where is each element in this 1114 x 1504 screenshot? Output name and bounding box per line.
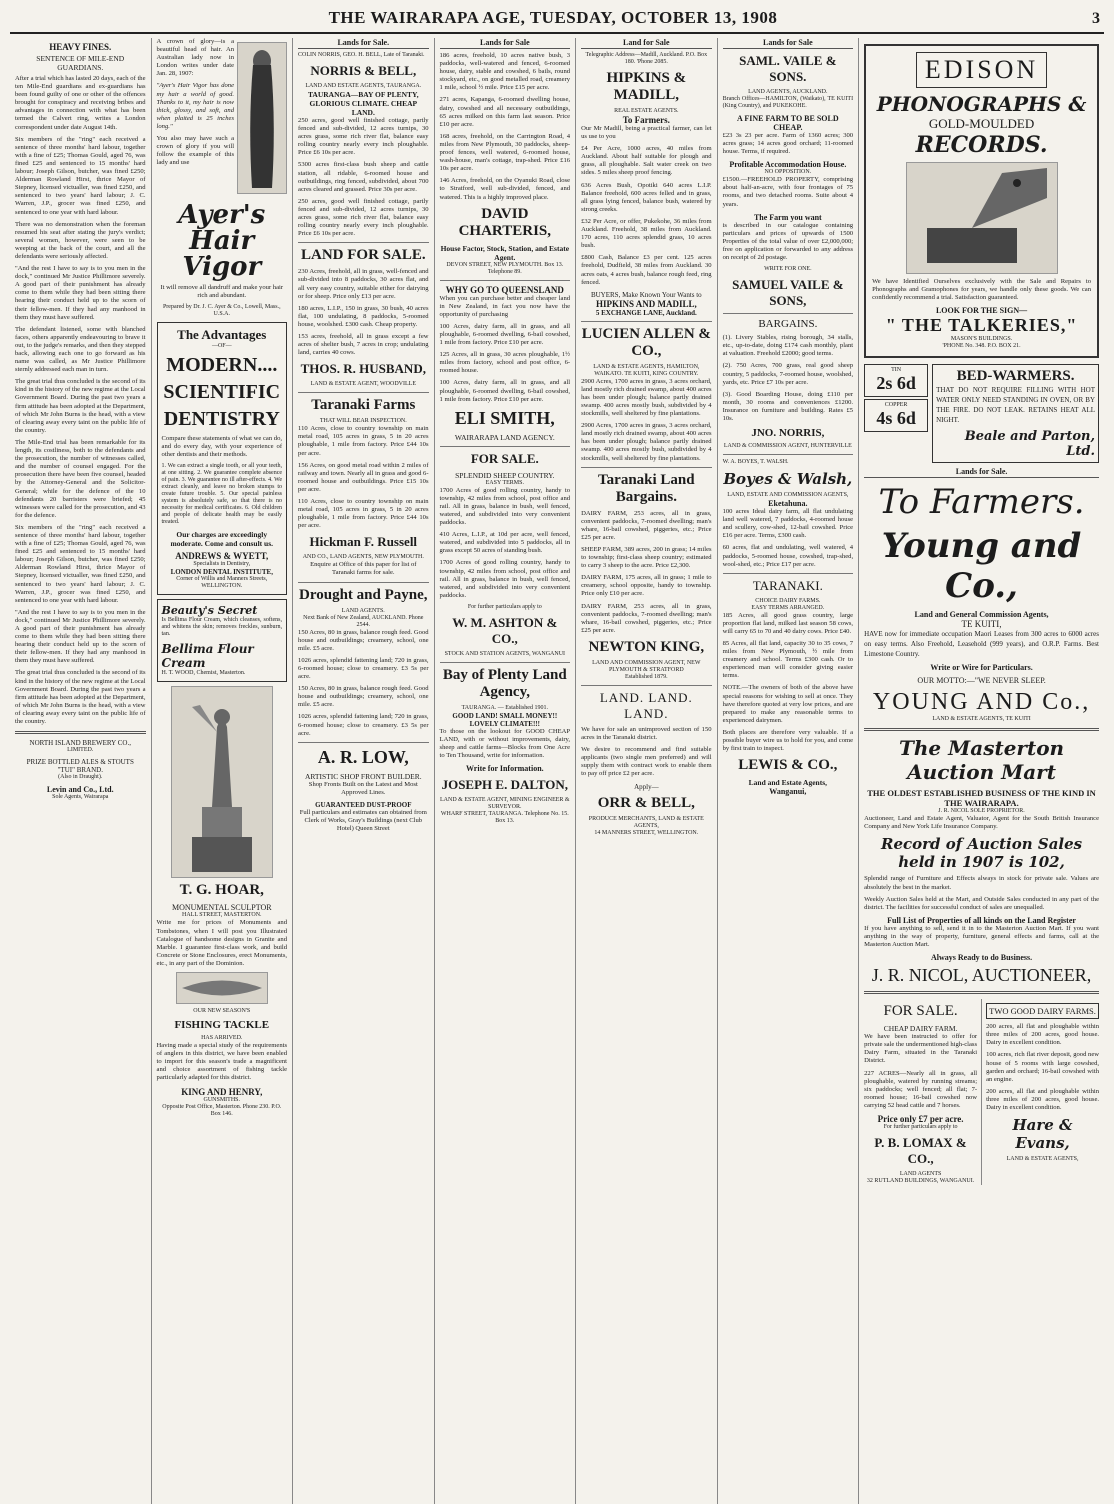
tin-price: 2s 6d [876, 373, 916, 394]
dentistry-body: Compare these statements of what we can do, and do every day, with your experience of other dentists and their methods. [161, 435, 283, 459]
samuel-vaile: SAMUEL VAILE & SONS, [732, 277, 844, 309]
advantages-of: —OF— [211, 343, 232, 350]
listing: 168 acres, freehold, on the Carrington Road, 4 miles from New Plymouth, 30 paddocks, sheep-proof fences, well watered, 6-roomed house, wash-house, man's cottage, trap-shed. Price £16 10s per acre. [439, 132, 571, 173]
listing: 271 acres, Kapanga, 6-roomed dwelling house, dairy, cowshed and all necessary outbuildings, 65 acres milked on this farm last season. Price £10 per acre. [439, 96, 571, 128]
young-co: Young and Co., [881, 526, 1082, 607]
both-places: Both places are therefore very valuable. If a possible buyer wire us to hold for you, and come by first train to inspect. [722, 728, 854, 753]
hoar-name: T. G. HOAR, [179, 882, 264, 899]
orr-sub: PRODUCE MERCHANTS, LAND & ESTATE AGENTS, [588, 815, 704, 829]
article-paragraph: "And the rest I have to say is to you men in the dock," continued Mr Justice Phillimore severely. A good part of their punishment has already come to them while they had been sitting there hearing their conduct held up to the scorn of their fellow-men. If they had any manhood in them they must have suffered. [15, 608, 146, 665]
easy-terms: EASY TERMS. [485, 479, 524, 486]
listing: 1026 acres, splendid fattening land; 720 in grass, 6-roomed house; close to creamery. £3 5s per acre. [298, 656, 429, 681]
dentistry-ad [157, 322, 288, 595]
further-particulars: For further particulars apply to [883, 1123, 958, 1130]
listing: £23 3s 23 per acre. Farm of 1360 acres; 300 acres grass; 14 acres good orchard; 11-roomed house. Terms, if required. [722, 132, 854, 156]
listing: 110 Acres, close to country township on main metal road, 105 acres in grass, 5 in 20 acres ploughable, 1 mile from factory. Price £44 10s per acre. [298, 425, 429, 457]
hare-evans: Hare & Evans, [1012, 1116, 1073, 1153]
article-paragraph: There was no demonstration when the foreman resumed his seat after stating the jury's verdict; several women, however, were seen to be weeping at the back of the court, and all the defendants were seriously affected. [15, 220, 146, 260]
column-6 [718, 38, 860, 1504]
for-sale-heading: FOR SALE. [883, 1003, 958, 1020]
listing: 2900 Acres, 1700 acres in grass, 3 acres orchard, land mostly rich drained swamp, about 400 acres has been under plough; balance partly drained swamp. 400 acres mostly bush, subdivided by 4 stockmills, well sheltered by fine plantations. [581, 422, 712, 462]
bay-body: To those on the lookout for GOOD CHEAP LAND, with or without improvements, dairy, sheep and cattle farms—Blocks from One Acre to Ten Thousand, write for information. [439, 727, 571, 760]
hipkins-name: HIPKINS & MADILL, [606, 70, 687, 103]
scientific-word: SCIENTIFIC [163, 381, 281, 404]
bellima-ad [157, 599, 288, 682]
young-sub: Land and General Commission Agents, [914, 610, 1049, 620]
dalton-address: WHARF STREET, TAURANGA. Telephone No. 15. Box 13. [440, 811, 569, 825]
listing: 150 Acres, 80 in grass, balance rough feed. Good house and outbuildings; creamery, school, one mile. £5 acre. [298, 628, 429, 652]
listing: (3). Good Boarding House, doing £110 per month, 30 rooms and conveniences £1200. Insurance on furniture and building. Rates £5 10s. [722, 390, 854, 422]
listing: £800 Cash, Balance £3 per cent. 125 acres freehold, Dudfield, 38 miles from Auckland. 30 acres oats, 4 acres bush, balance rough feed, ring fenced. [581, 254, 712, 286]
listing: 156 Acres, on good metal road within 2 miles of railway and town. Nearly all in grass and good 6-roomed house and outbuildings. Price £15 10s per acre. [298, 461, 429, 493]
two-dairy-farms-ad [986, 1003, 1099, 1019]
brewery-limited: LIMITED. [67, 747, 94, 754]
orr-bell: ORR & BELL, [597, 794, 695, 811]
london-institute: LONDON DENTAL INSTITUTE, [170, 568, 273, 577]
eli-smith: ELI SMITH, [454, 407, 555, 428]
vaile-sub: LAND AGENTS, AUCKLAND. [748, 89, 828, 95]
charteris-address: DEVON STREET, NEW PLYMOUTH. Box 13. Telephone 89. [446, 261, 564, 275]
taranaki-sub: THAT WILL BEAR INSPECTION. [319, 418, 407, 425]
masons-buildings: MASON'S BUILDINGS. [950, 336, 1013, 343]
lewis-co: LEWIS & CO., [738, 757, 838, 774]
article-paragraph: Six members of the "ring" each received a sentence of three months' hard labour, together with a fine of £25; Thomas Gould, aged 76, was fined £25 and sentenced to 15 months' hard labour; Joseph Gilson, butcher, was fined £250; Alderman Rowland Hirst, thrice Mayor of Stepney, licensed victualler, was fined £250, and sentenced to two years' hard labour; J. C. Warren, J.P., grocer was fined £250, and sentenced to one year with hard labour. [15, 523, 146, 604]
listing: (1). Livery Stables, rising borough, 34 stalls, etc., up-to-date, doing £174 cash monthly, plant at valuation. Freehold £2000; good terms. [722, 334, 854, 358]
norris-bell: NORRIS & BELL, [310, 63, 417, 78]
phonograph-illustration [906, 162, 1058, 274]
talkeries: " THE TALKERIES," [885, 315, 1078, 336]
apply: Apply— [634, 782, 659, 791]
column-5 [576, 38, 718, 1504]
dentistry-points: 1. We can extract a single tooth, or all your teeth, at one sitting. 2. We guarantee complete absence of pain. 3. We guarantee no ill after-effects. 4. We extract cleanly, and leave no broken stumps to create future trouble. 5. Our special painless system is absolutely safe, so that there is no necessity for medical certificates. 6. Old children and people of delicate health may be easily treated. [161, 463, 283, 526]
no-opposition: NO OPPOSITION. [764, 169, 812, 176]
listing: 250 acres, good well finished cottage, partly fenced and sub-divided, 12 acres turnips, 30 acres grass, some rich river flat, balance easy rolling country nearly every inch ploughable. Price £6 10s per acre. [298, 117, 429, 157]
weekly-sales: Weekly Auction Sales held at the Mart, and Outside Sales conducted in any part of the district. The facilities for successful conduct of sales are unequalled. [864, 895, 1100, 911]
write-info: Write for Information. [465, 764, 544, 774]
lomax-address: 32 RUTLAND BUILDINGS, WANGANUI. [866, 1177, 975, 1184]
norris-names: COLIN NORRIS, GEO. H. BELL, Late of Taranaki. [298, 52, 425, 58]
prize-ales: PRIZE BOTTLED ALES & STOUTS [26, 758, 134, 767]
listing: 410 Acres, L.I.P., at 10d per acre, well fenced, watered, and subdivided into 5 paddocks, all in grass except 50 acres of standing bush. [439, 531, 571, 555]
russell-body: Enquire at Office of this paper for list of Taranaki farms for sale. [310, 561, 417, 577]
bellima-wood: H. T. WOOD, Chemist, Masterton. [161, 670, 246, 677]
king-address: Opposite Post Office, Masterton. Phone 230. P.O. Box 146. [162, 1103, 282, 1117]
hipkins-name-2: HIPKINS AND MADILL, [595, 298, 697, 309]
masthead [10, 8, 1104, 34]
farmers-body: Our Mr Madill, being a practical farmer, can let us use to you [581, 125, 712, 141]
taranaki-heading: TARANAKI. [752, 577, 823, 593]
list-body: If you have anything to sell, send it in to the Masterton Auction Mart. If you want anything in the way of property, furniture, general effects and farms, call at the Masterton Auction Mart. [864, 924, 1100, 949]
allen-sub: LAND & ESTATE AGENTS, HAMILTON, WAIKATO. TE KUITI, KING COUNTRY. [593, 363, 700, 377]
section-heading: Lands for Sale. [864, 467, 1099, 478]
listing: 1700 Acres of good rolling country, handy to township, 42 miles from school, post office and rail. All in grass, balance in bush, well fenced, watered, and subdivided into very convenient paddocks. [439, 486, 571, 527]
andrews-name: ANDREWS & WYETT, [175, 551, 269, 562]
ayer-testimonial: "Ayer's Hair Vigor has done my hair a world of good. Thanks to it, my hair is now thick, glossy, and soft, and when plaited is 25 inches long." [156, 82, 235, 130]
nicol-auctioneer: J. R. NICOL, AUCTIONEER, [871, 965, 1092, 986]
lewis-sub: Land and Estate Agents, [748, 778, 828, 788]
hipkins-tele: Telegraphic Address—Madill, Auckland. P.O. Box 180. 'Phone 2085. [585, 52, 708, 65]
bay-of-plenty: Bay of Plenty Land Agency, [442, 666, 567, 700]
column-7 [859, 38, 1104, 1504]
hoar-address: HALL STREET, MASTERTON. [182, 912, 262, 919]
low-dustproof: GUARANTEED DUST-PROOF [315, 800, 412, 809]
fishing-body: Having made a special study of the requirements of anglers in this district, we have been enabled to import for this season's trade a magnificent and choice assortment of fishing tackle particularly adapted for this district. [156, 1042, 288, 1082]
charteris-sub: House Factor, Stock, Station, and Estate Agent. [440, 243, 570, 262]
monument-statue-illustration [171, 686, 273, 878]
listing: 125 Acres, all in grass, 30 acres ploughable, 1½ miles from factory, school and post office, 6-roomed house. [439, 351, 571, 375]
listing: 110 Acres, close to country township on main metal road, 105 acres in grass, 5 in 20 acres ploughable, 1 mile from factory. Price £44 10s per acre. [298, 498, 429, 530]
listing: 100 acres Ideal dairy farm, all flat undulating land well watered, 7 paddocks, 4-roomed house and scullery, cow-shed, 12-bail cowshed. Price £16 per acre. Terms, £300 cash. [722, 508, 854, 540]
gunsmiths: GUNSMITHS. [203, 1096, 241, 1103]
hare-sub: LAND & ESTATE AGENTS, [1006, 1156, 1079, 1163]
ayer-prepared: Prepared by Dr. J. C. Ayer & Co., Lowell, Mass., U.S.A. [162, 304, 281, 318]
fishing-arrived: HAS ARRIVED. [201, 1035, 243, 1042]
for-sale-heading: FOR SALE. [470, 450, 539, 466]
bellima-brand: Bellima Flour Cream [161, 642, 254, 671]
lomax-co: P. B. LOMAX & CO., [874, 1134, 967, 1166]
vaile-name: SAML. VAILE & SONS. [739, 53, 837, 84]
article-paragraph: The defendant listened, some with blanched faces, others apparently endeavouring to brave it out, to the judge's remarks, and then they stepped back, allowing each one to go forward as his name was called, as Mr Justice Phillimore sternly addressed each man in turn. [15, 325, 146, 374]
listing: 1026 acres, splendid fattening land; 720 in grass, 6-roomed house; close to creamery. £3 5s per acre. [298, 713, 429, 737]
land-body-2: We desire to recommend and find suitable applicants (two single men preferred) and will supply them with contract work to enable them to pay off price £2 per acre. [581, 746, 712, 778]
listing: 180 acres, L.I.P., 150 in grass, 30 bush, 40 acres flat, 100 undulating, 8 paddocks, 5-roomed house, woolshed. £300 cash. Cheap property. [298, 304, 429, 328]
young-co-2: YOUNG AND Co., [872, 689, 1091, 716]
ayer-cta: You also may have such a crown of glory if you will follow the example of this lady and use [156, 135, 235, 167]
listing: £32 Per Acre, or offer, Pukekohe, 36 miles from Auckland. Freehold, 38 miles from Auckland. 170 acres, 110 acres splendid grass, 10 acres bush. [581, 217, 712, 250]
husband-sub: LAND & ESTATE AGENT, WOODVILLE [310, 381, 417, 388]
taranaki-farms: Taranaki Farms [311, 397, 416, 414]
listing: 250 acres, good well finished cottage, partly fenced and sub-divided, 12 acres turnips, 30 acres grass, some rich river flat, balance easy rolling country nearly every inch ploughable. Price £6 10s per acre. [298, 197, 429, 238]
brewery-name: NORTH ISLAND BREWERY CO., [29, 739, 131, 748]
records: RECORDS. [915, 132, 1048, 158]
column-4 [435, 38, 577, 1504]
dentistry-word: DENTISTRY [163, 408, 280, 431]
land-land-land: LAND. LAND. LAND. [599, 689, 693, 721]
section-heading: Lands for Sale [440, 38, 571, 49]
woman-long-hair-illustration [237, 42, 287, 194]
listing: 100 acres, rich flat river deposit, good new house of 5 rooms with large cowshed, garden and orchard; 16-bail cowshed with an engine. [986, 1051, 1100, 1083]
russell-sub: AND CO., LAND AGENTS, NEW PLYMOUTH. [302, 554, 424, 561]
draught-note: (Also in Draught). [58, 774, 103, 781]
good-land: GOOD LAND! SMALL MONEY!! LOVELY CLIMATE!!! [452, 711, 558, 728]
queensland-body: When you can purchase better and cheaper land in New Zealand, in fact you now have the opportunity of purchasing [439, 294, 571, 318]
listing: 100 Acres, dairy farm, all in grass, and all ploughable, 6-roomed dwelling, 6-bail cowshed, 1 mile from factory. Price £10 per acre. [439, 379, 571, 403]
edison-ad [864, 44, 1099, 358]
copper-price: 4s 6d [876, 408, 916, 429]
article-paragraph: After a trial which has lasted 20 days, each of the ten Mile-End guardians and ex-guardians has been found guilty of one or other of the offences brought for conspiracy and receiving bribes and advantages in connection with what has been termed the Calvert ring, writes a London correspondent under date August 14th. [15, 75, 146, 131]
advantages-title: The Advantages [177, 327, 267, 343]
farm-you-want: The Farm you want [753, 212, 822, 222]
fishing-fly-illustration [176, 972, 268, 1004]
beauty-body: Is Bellima Flour Cream, which cleanses, softens, and whitens the skin; removes freckles, sunburn, tan. [161, 617, 283, 638]
tui-brand: "TUI" BRAND. [57, 766, 103, 775]
to-farmers: To Farmers. [622, 115, 670, 125]
dentistry-charges: Our charges are exceedingly moderate. Come and consult us. [170, 530, 274, 549]
accommodation-house: Profitable Accommodation House. [729, 160, 847, 170]
article-paragraph: The great trial thus concluded is the second of its kind in the history of the new regime at the Local Government Board. During the past two years a firm attitude has been adopted at the Department, of which Mr John Burns is the head, with a view of clearing away every taint on the public life of the country. [15, 378, 146, 434]
beale-parton: Beale and Parton, Ltd. [964, 429, 1096, 460]
listing: 1700 Acres of good rolling country, handy to township, 42 miles from school, post office and rail. All in grass, balance in bush, well fenced, watered, and subdivided into very convenient paddocks. [439, 559, 571, 599]
listing: 227 ACRES—Nearly all in grass, all ploughable, watered by running streams; six paddocks; well fenced; all flat; 7-roomed house; 16-bail cowshed now carrying 52 head cattle and 7 horses. [864, 1069, 978, 1109]
listing: 146 Acres, freehold, on the Oyanuki Road, close to Stratford, well sub-divided, fenced, and watered. This is a highly improved place. [439, 177, 571, 201]
ashton-pre: For further particulars apply to [467, 603, 542, 610]
listing: DAIRY FARM, 175 acres, all in grass; 1 mile to creamery, school opposite, handy to township. Price only £10 per acre. [581, 574, 712, 598]
low-body: Shop Fronts Built on the Latest and Most Approved Lines. [308, 780, 418, 796]
sheep-country: SPLENDID SHEEP COUNTRY. [455, 470, 555, 480]
article-paragraph: Six members of the "ring" each received a sentence of three months' hard labour, together with a fine of £25; Thomas Gould, aged 76, was fined £25 and sentenced to 15 months' hard labour; Joseph Gilson, butcher, was fined £250; Alderman Rowland Hirst, thrice Mayor of Stepney, licensed victualler, was fined £250, and sentenced to two years' hard labour; J. C. Warren, J.P., grocer was fined £250, and sentenced to one year with hard labour. [15, 135, 146, 216]
drought-body: Next Bank of New Zealand, AUCKLAND. Phone 2544. [303, 614, 424, 628]
boyes-walsh: Boyes & Walsh, [723, 470, 853, 489]
bargains: BARGAINS. [758, 318, 818, 331]
article-paragraph: The Mile-End trial has been remarkable for its length, its costliness, both to the defendants and the prosecution, the number of witnesses called, and the number of counsel engaged. For the prosecution there have been five counsel, headed by the Attorney-General and the Solicitor-General; while for the defence of the 10 defendants 20 barristers were briefed; 45 witnesses were called for the prosecution, and 43 for the defence. [15, 438, 146, 519]
nicol-proprietor: J. R. NICOL SOLE PROPRIETOR. [938, 808, 1025, 815]
young2-sub: LAND & ESTATE AGENTS, TE KUITI [932, 716, 1031, 723]
listing: 230 Acres, freehold, all in grass, well-fenced and sub-divided into 8 paddocks, 30 acres flat, and all very easy country, suitable either for dairying or for sheep. Price only £13 per acre. [298, 268, 429, 300]
section-heading: Lands for Sale. [298, 38, 429, 49]
land-body: We have for sale an unimproved section of 150 acres in the Taranaki district. [581, 725, 712, 742]
newton-sub: LAND AND COMMISSION AGENT, NEW PLYMOUTH & STRATFORD [592, 659, 701, 673]
queensland-heading: WHY GO TO QUEENSLAND [445, 284, 564, 295]
hoar-monumental: MONUMENTAL SCULPTOR [171, 903, 272, 913]
article-paragraph: "And the rest I have to say is to you men in the dock," continued Mr Justice Phillimore severely. A good part of their punishment has already come to them while they had been sitting there hearing their conduct held up to the scorn of their fellow-men. If they had any manhood in them they must have suffered. [15, 265, 146, 321]
norris-sub: LAND & COMMISSION AGENT, HUNTERVILLE [723, 443, 852, 450]
tin-label: TIN [891, 367, 902, 374]
ayer-brand: Ayer's Hair Vigor [178, 200, 266, 282]
modern-word: MODERN.... [166, 354, 278, 377]
section-heading: Land for Sale [581, 38, 712, 49]
tin-price-box [864, 364, 928, 397]
write-for-one: WRITE FOR ONE. [764, 266, 812, 273]
two-dairy-farms: TWO GOOD DAIRY FARMS. [989, 1006, 1096, 1017]
listing: DAIRY FARM, 253 acres, all in grass, convenient paddocks, 7-roomed dwelling; man's whare, 16-bail cowshed, piggeries, etc.; Price £25 per acre. [581, 509, 712, 541]
te-kuiti: TE KUITI, [961, 619, 1002, 630]
levin-name: Levin and Co., Ltd. [46, 785, 114, 795]
lomax-sub: LAND AGENTS [899, 1170, 942, 1177]
copper-price-box [864, 399, 928, 432]
edison-body: We have Identified Ourselves exclusively with the Sale and Repairs to Phonographs and Gramophones for years, we handle only these goods. We can confidently recommend a trial. Satisfaction guaranteed. [872, 278, 1092, 302]
russell-name: Hickman F. Russell [309, 534, 418, 550]
low-name: A. R. LOW, [317, 746, 409, 767]
land-for-sale-heading: LAND FOR SALE. [300, 247, 426, 264]
cheap-body: We have been instructed to offer for private sale the undermentioned high-class Dairy Farm, situated in the Taranaki District. [864, 1033, 978, 1065]
ayer-remove: It will remove all dandruff and make your hair rich and abundant. [160, 284, 284, 300]
dalton-sub: LAND & ESTATE AGENT, MINING ENGINEER & SURVEYOR. [440, 797, 570, 811]
price-only: Price only £7 per acre. [877, 1113, 964, 1124]
listing: 185 Acres, all good grass country, large proportion flat land, milked last season 58 cows, will carry 65 to 70 and 40 dairy cows. Price £40. [722, 611, 854, 635]
listing: 150 Acres, 80 in grass, balance rough feed. Good house and outbuildings; creamery, school, one mile. £5 acre. [298, 685, 429, 709]
drought-sub: LAND AGENTS. [341, 607, 385, 614]
listing: (2). 750 Acres, 700 grass, real good sheep country, 5 paddocks, 7-roomed house, woolshed, yards, etc. Price £7 10s per acre. [722, 362, 854, 386]
column-2 [152, 38, 294, 1504]
lucien-allen: LUCIEN ALLEN & CO., [581, 325, 711, 359]
listing: 60 acres, flat and undulating, well watered, 4 paddocks, 5-roomed house, cowshed, trap-shed, wool-shed, etc.; Price £17 per acre. [722, 544, 854, 568]
ashton-name: W. M. ASHTON & CO., [452, 614, 558, 646]
orr-address: 14 MANNERS STREET, WELLINGTON. [594, 829, 699, 836]
walsh-sub: LAND, ESTATE AND COMMISSION AGENTS, [727, 492, 849, 499]
king-henry: KING AND HENRY, [181, 1086, 263, 1097]
jno-norris: JNO. NORRIS, [751, 427, 825, 440]
cheap-dairy: CHEAP DAIRY FARM. [883, 1024, 958, 1034]
listing: 186 acres, freehold, 10 acres native bush, 3 paddocks, well-watered and fenced, 6-roomed house, dairy, stable and cowshed, 6 bails, round stockyard, etc., on good metalled road, creamery 1 mile, school ½ mile. Price £15 per acre. [439, 52, 571, 92]
article-heading: HEAVY FINES. [49, 42, 112, 52]
fishing-tackle: FISHING TACKLE [174, 1019, 270, 1032]
listing: 2900 Acres, 1700 acres in grass, 3 acres orchard, land mostly rich drained swamp, about 400 acres has been under plough; balance partly drained swamp. 400 acres mostly bush, subdivided by 4 stockmills, well sheltered by fine plantations. [581, 377, 712, 418]
listing: £1500.—FREEHOLD PROPERTY, comprising about half-an-acre, with four frontages of 75 rooms, and two detached rooms. Suite about 4 years. [722, 176, 854, 208]
listing: 85 Acres, all flat land, capacity 30 to 35 cows, 7 miles from New Plymouth, ½ mile from creamery and school. Terms £300 cash. Or to experienced man will consider giving easier terms. [722, 640, 854, 680]
record-sales: Record of Auction Sales held in 1907 is 102, [880, 835, 1083, 872]
to-farmers-heading: To Farmers. [878, 482, 1085, 523]
always-ready: Always Ready to do Business. [930, 953, 1033, 963]
exchange-lane: 5 EXCHANGE LANE, Auckland. [595, 308, 697, 317]
low-builder: ARTISTIC SHOP FRONT BUILDER. [304, 771, 422, 781]
eketahuna: Eketahuna. [768, 499, 808, 509]
phonographs: PHONOGRAPHS & [876, 92, 1087, 116]
farm-want-body: is described in our catalogue containing particulars and prices of upwards of 1500 Properties of the total value of over £2,000,000; free on application or forwarded to any address on receipt of 2d postage. [722, 221, 854, 262]
listing: 200 acres, all flat and ploughable within three miles of 200 acres, good house. Dairy in excellent condition. [986, 1087, 1100, 1111]
gold-moulded: GOLD-MOULDED [928, 116, 1035, 131]
column-1 [10, 38, 152, 1504]
mart-body: Splendid range of Furniture and Effects always in stock for private sale. Values are absolutely the best in the market. [864, 875, 1100, 891]
bed-body: THAT DO NOT REQUIRE FILLING WITH HOT WATER ONLY NEED STANDING IN OVEN, OR BY THE FIRE. DO NOT LEAK. RETAINS HEAT ALL NIGHT. [936, 386, 1096, 425]
column-3 [293, 38, 435, 1504]
fine-farm: A FINE FARM TO BE SOLD CHEAP. [737, 114, 839, 132]
hoar-body: Write me for prices of Monuments and Tombstones, when I will post you Illustrated Catalogue of handsome designs in Granite and Marble. I guarantee first-class work, and build Concrete or Stone Enclosures, erect Monuments, etc., in any part of the Dominion. [156, 919, 288, 967]
young-body: HAVE now for immediate occupation Maori Leases from 300 acres to 6000 acres on easy terms. Also Freehold, Leasehold (999 years), and O.R.P. Farms. Best Limestone Country. [864, 630, 1100, 659]
newton-established: Established 1879. [624, 673, 668, 680]
look-for-sign: LOOK FOR THE SIGN— [935, 306, 1028, 316]
talkeries-phone: 'PHONE No. 348. P.O. BOX 21. [942, 343, 1021, 350]
note: NOTE.—The owners of both of the above have special reasons for wishing to sell at once. They have therefore quoted at very low prices, and are prepared to make any reasonable terms to experienced dairymen. [722, 684, 854, 724]
beauty-secret: Beauty's Secret [161, 604, 258, 618]
listing: 153 acres, freehold, all in grass except a few acres of shelter bush, 7 acres in crop; undulating land, carries 40 cows. [298, 332, 429, 357]
husband-name: THOS. R. HUSBAND, [300, 361, 426, 377]
motto: OUR MOTTO:—"WE NEVER SLEEP. [917, 676, 1046, 686]
section-heading: Lands for Sale [723, 38, 854, 49]
dalton-name: JOSEPH E. DALTON, [441, 777, 569, 793]
easy-terms: EASY TERMS ARRANGED. [751, 604, 825, 611]
oldest-business: THE OLDEST ESTABLISHED BUSINESS OF THE KIND IN THE WAIRARAPA. [867, 788, 1096, 809]
masterton-auction-mart: The Masterton Auction Mart [899, 736, 1065, 785]
listing: 200 acres, all flat and ploughable within three miles of 200 acres, good house. Dairy in excellent condition. [986, 1023, 1100, 1047]
fishing-season: OUR NEW SEASON'S [193, 1008, 251, 1015]
listing: £4 Per Acre, 1000 acres, 40 miles from Auckland. About half suitable for plough and grass, all ploughable. Salt water creek on two sides. 5 miles sheep proof fencing. [581, 145, 712, 177]
auctioneer-body: Auctioneer, Land and Estate Agent, Valuator, Agent for the South British Insurance Company and New York Life Insurance Company. [864, 815, 1100, 831]
wanganui: Wanganui, [769, 787, 807, 797]
bed-warmers-ad [864, 364, 1099, 463]
taranaki-bargains: Taranaki Land Bargains. [598, 471, 695, 505]
choice-dairy: CHOICE DAIRY FARMS. [755, 597, 821, 604]
low-foot: Full particulars and estimates can obtained from Clerk of Works, Gray's Buildings (next Club Hotel) Queen Street [299, 808, 427, 833]
listing: 5300 acres first-class bush sheep and cattle station, all ridable, 6-roomed house and outbuildings, ring fenced, subdivided, about 700 acres cleared and grassed. Price 30s per acre. [298, 161, 429, 193]
newton-king: NEWTON KING, [588, 638, 705, 655]
hipkins-sub: REAL ESTATE AGENTS. [614, 108, 679, 114]
ashton-sub: STOCK AND STATION AGENTS, WANGANUI [444, 650, 566, 657]
masthead-title: THE WAIRARAPA AGE, TUESDAY, OCTOBER 13, 1908 [328, 8, 778, 27]
drought-payne: Drought and Payne, [299, 586, 428, 603]
andrews-sub: Specialists in Dentistry, [193, 561, 251, 568]
article-subheading: SENTENCE OF MILE-END GUARDIANS. [36, 54, 125, 72]
listing: SHEEP FARM, 389 acres, 200 in grass; 14 miles to township; first-class sheep country; estimated to carry 3 sheep to the acre. Price £2,300. [581, 546, 712, 570]
bay-sub: TAURANGA. — Established 1901. [461, 704, 548, 711]
listing: DAIRY FARM, 253 acres, all in grass, convenient paddocks, 7-roomed dwelling; man's whare, 16-bail cowshed, piggeries, etc.; Price £25 per acre. [581, 602, 712, 634]
buyers: BUYERS, Make Known Your Wants to [590, 290, 702, 299]
eli-smith-sub: WAIRARAPA LAND AGENCY. [454, 432, 555, 442]
walsh-names: W. A. BOYES, T. WALSH. [722, 459, 789, 466]
listing: 636 Acres Bush, Opotiki 640 acres L.I.P. Balance freehold, 600 acres felled and in grass, all grass lying fenced, balance bush, watered by strong creeks. [581, 181, 712, 213]
vaile-branch: Branch Offices—HAMILTON, (Waikato), TE KUITI (King Country), and PUKEKOHE. [722, 96, 854, 109]
listing: 100 Acres, dairy farm, all in grass, and all ploughable, 6-roomed dwelling, 6-bail cowshed, 1 mile from factory. Price £10 per acre. [439, 322, 571, 347]
write-wire: Write or Wire for Particulars. [930, 663, 1033, 673]
charteris-name: DAVID CHARTERIS, [458, 205, 552, 239]
copper-label: COPPER [884, 402, 908, 409]
levin-agents: Sole Agents, Wairarapa [52, 794, 109, 801]
article-paragraph: The great trial thus concluded is the second of its kind in the history of the new regime at the Local Government Board. During the past two years a firm attitude has been adopted at the Department, of which Mr John Burns is the head, with a view of clearing away every taint on the public life of the country. [15, 669, 146, 726]
norris-sub: LAND AND ESTATE AGENTS, TAURANGA. [305, 83, 422, 89]
edison-word: EDISON [916, 52, 1047, 88]
full-list: Full List of Properties of all kinds on the Land Register [887, 915, 1076, 925]
london-address: Corner of Willis and Manners Streets, WELLINGTON. [176, 576, 268, 590]
page-number: 3 [1092, 10, 1100, 27]
tauranga-heading: TAURANGA—BAY OF PLENTY, GLORIOUS CLIMATE. CHEAP LAND. [307, 90, 419, 117]
ayer-crown-text: A crown of glory—is a beautiful head of hair. An Australian lady now in London writes under date Jan. 28, 1907: [156, 38, 235, 78]
bed-warmers: BED-WARMERS. [956, 368, 1075, 385]
